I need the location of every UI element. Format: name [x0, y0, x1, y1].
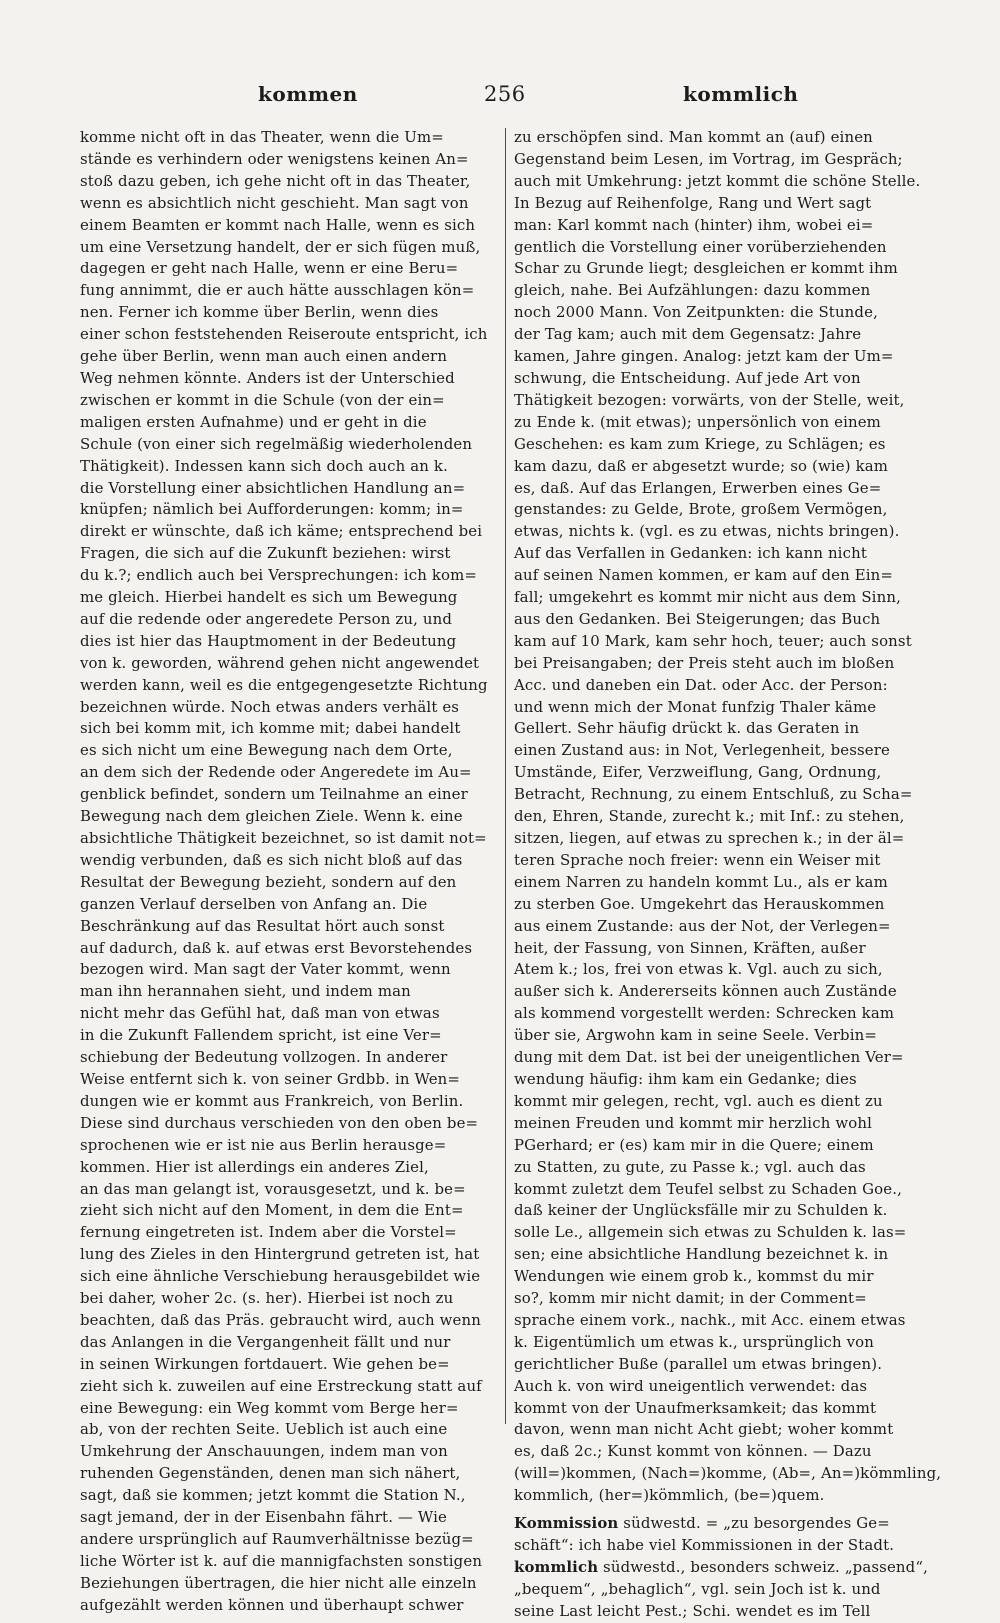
page-number: 256: [484, 82, 526, 106]
text-line: kommlich, (her=)kömmlich, (be=)quem.: [514, 1486, 825, 1505]
text-line: noch 2000 Mann. Von Zeitpunkten: die Stunde,: [514, 303, 878, 322]
text-line: dagegen er geht nach Halle, wenn er eine Beru=: [80, 259, 459, 278]
text-line: zu Ende k. (mit etwas); unpersönlich von einem: [514, 412, 881, 431]
right-column: [514, 127, 942, 1620]
text-line: bei daher, woher 2c. (s. her). Hierbei ist noch zu: [80, 1289, 454, 1308]
text-line: bei Preisangaben; der Preis steht auch im bloßen: [514, 653, 895, 672]
text-line: einen Zustand aus: in Not, Verlegenheit, bessere: [514, 741, 890, 760]
text-line: Beschränkung auf das Resultat hört auch sonst: [80, 916, 445, 935]
text-line: an das man gelangt ist, vorausgesetzt, und k. be=: [80, 1179, 466, 1198]
text-line: Gegenstand beim Lesen, im Vortrag, im Gespräch;: [514, 149, 903, 168]
text-line: aus einem Zustande: aus der Not, der Verlegen=: [514, 916, 891, 935]
entry-line: schäft“: ich habe viel Kommissionen in der Stadt.: [514, 1536, 895, 1554]
entry-line: seine Last leicht Pest.; Schi. wendet es im Tell: [514, 1601, 871, 1620]
text-line: über sie, Argwohn kam in seine Seele. Verbin=: [514, 1026, 877, 1045]
left-column: [80, 127, 497, 1614]
text-line: schwung, die Entscheidung. Auf jede Art von: [514, 368, 861, 387]
text-line: Weise entfernt sich k. von seiner Grdbb. in Wen=: [80, 1069, 461, 1088]
text-line: kommt zuletzt dem Teufel selbst zu Schaden Goe.,: [514, 1179, 902, 1198]
text-line: dung mit dem Dat. ist bei der uneigentlichen Ver=: [514, 1048, 904, 1067]
text-line: absichtliche Thätigkeit bezeichnet, so ist damit not=: [80, 829, 487, 847]
text-line: sprache einem vork., nachk., mit Acc. einem etwas: [514, 1310, 906, 1329]
page-header: [0, 82, 1000, 116]
text-line: Bewegung nach dem gleichen Ziele. Wenn k. eine: [80, 807, 463, 826]
right-column-text: [514, 127, 942, 1507]
text-line: maligen ersten Aufnahme) und er geht in die: [80, 412, 427, 431]
text-line: zu Statten, zu gute, zu Passe k.; vgl. auch das: [514, 1157, 866, 1176]
text-line: einem Beamten er kommt nach Halle, wenn es sich: [80, 215, 476, 234]
text-line: Fragen, die sich auf die Zukunft beziehen: wirst: [80, 544, 451, 563]
text-line: kommen. Hier ist allerdings ein anderes Ziel,: [80, 1157, 429, 1176]
text-line: PGerhard; er (es) kam mir in die Quere; einem: [514, 1135, 874, 1154]
text-line: teren Sprache noch freier: wenn ein Weiser mit: [514, 850, 881, 869]
column-divider: [505, 128, 506, 1424]
text-line: Acc. und daneben ein Dat. oder Acc. der Person:: [514, 675, 888, 694]
text-line: wendig verbunden, daß es sich nicht bloß auf das: [80, 850, 463, 869]
text-line: von k. geworden, während gehen nicht angewendet: [80, 653, 480, 672]
text-line: fung annimmt, die er auch hätte ausschlagen kön=: [80, 281, 475, 300]
text-line: sitzen, liegen, auf etwas zu sprechen k.; in der äl=: [514, 829, 905, 847]
text-line: Thätigkeit). Indessen kann sich doch auch an k.: [80, 456, 448, 475]
text-line: Umstände, Eifer, Verzweiflung, Gang, Ordnung,: [514, 763, 882, 782]
text-line: fernung eingetreten ist. Indem aber die Vorstel=: [80, 1223, 457, 1242]
text-line: Auch k. von wird uneigentlich verwendet: das: [514, 1376, 868, 1395]
text-line: genblick befindet, sondern um Teilnahme an einer: [80, 785, 468, 804]
text-line: du k.?; endlich auch bei Versprechungen: ich kom=: [80, 566, 478, 585]
text-line: stände es verhindern oder wenigstens keinen An=: [80, 149, 469, 168]
text-line: Gellert. Sehr häufig drückt k. das Geraten in: [514, 719, 860, 738]
text-line: werden kann, weil es die entgegengesetzte Richtung: [80, 675, 488, 694]
text-line: bezeichnen würde. Noch etwas anders verhält es: [80, 697, 460, 716]
text-line: die Vorstellung einer absichtlichen Handlung an=: [80, 478, 466, 497]
entry-headword: kommlich: [514, 1557, 599, 1576]
text-line: kam auf 10 Mark, kam sehr hoch, teuer; auch sonst: [514, 631, 912, 650]
text-line: lung des Zieles in den Hintergrund getreten ist, hat: [80, 1245, 480, 1264]
text-line: stoß dazu geben, ich gehe nicht oft in das Theater,: [80, 171, 471, 190]
text-line: genstandes: zu Gelde, Brote, großem Vermögen,: [514, 500, 888, 519]
text-line: ruhenden Gegenständen, denen man sich nähert,: [80, 1464, 461, 1483]
entry-kommission-line: [514, 1513, 935, 1535]
text-line: Atem k.; los, frei von etwas k. Vgl. auch zu sich,: [514, 960, 883, 979]
text-line: daß keiner der Unglücksfälle mir zu Schulden k.: [514, 1201, 888, 1220]
text-line: Schule (von einer sich regelmäßig wiederholenden: [80, 434, 473, 453]
entry-headword: Kommission: [514, 1514, 619, 1533]
text-line: Thätigkeit bezogen: vorwärts, von der Stelle, weit,: [514, 390, 905, 409]
text-line: den, Ehren, Stande, zurecht k.; mit Inf.: zu stehen,: [514, 807, 905, 826]
text-line: fall; umgekehrt es kommt mir nicht aus dem Sinn,: [514, 588, 901, 607]
text-line: auf seinen Namen kommen, er kam auf den Ein=: [514, 566, 894, 585]
text-line: Umkehrung der Anschauungen, indem man von: [80, 1442, 448, 1461]
text-line: und wenn mich der Monat funfzig Thaler käme: [514, 697, 877, 716]
text-line: man ihn herannahen sieht, und indem man: [80, 982, 411, 1001]
text-line: gehe über Berlin, wenn man auch einen andern: [80, 347, 448, 366]
text-line: Resultat der Bewegung bezieht, sondern auf den: [80, 872, 457, 891]
left-headword: kommen: [258, 82, 358, 106]
text-line: sagt, daß sie kommen; jetzt kommt die Station N.,: [80, 1486, 466, 1505]
text-line: zu sterben Goe. Umgekehrt das Herauskommen: [514, 894, 885, 913]
text-line: Schar zu Grunde liegt; desgleichen er kommt ihm: [514, 259, 898, 278]
text-line: Diese sind durchaus verschieden von den oben be=: [80, 1113, 479, 1132]
text-line: auf dadurch, daß k. auf etwas erst Bevorstehendes: [80, 938, 473, 957]
text-line: in die Zukunft Fallendem spricht, ist eine Ver=: [80, 1026, 442, 1045]
text-line: Beziehungen übertragen, die hier nicht alle einzeln: [80, 1573, 477, 1592]
text-line: gleich, nahe. Bei Aufzählungen: dazu kommen: [514, 281, 871, 300]
text-line: auch mit Umkehrung: jetzt kommt die schöne Stelle.: [514, 171, 921, 190]
text-line: andere ursprünglich auf Raumverhältnisse bezüg=: [80, 1530, 474, 1548]
text-line: es, daß 2c.; Kunst kommt von können. — Dazu: [514, 1442, 872, 1461]
text-line: Weg nehmen könnte. Anders ist der Unterschied: [80, 368, 455, 387]
text-line: heit, der Fassung, von Sinnen, Kräften, außer: [514, 938, 866, 957]
text-line: aufgezählt werden können und überhaupt schwer: [80, 1595, 464, 1614]
text-line: aus den Gedanken. Bei Steigerungen; das Buch: [514, 609, 881, 628]
text-line: eine Bewegung: ein Weg kommt vom Berge her=: [80, 1398, 459, 1417]
text-line: sprochenen wie er ist nie aus Berlin herausge=: [80, 1135, 447, 1154]
text-line: dies ist hier das Hauptmoment in der Bedeutung: [80, 631, 457, 650]
text-line: kam dazu, daß er abgesetzt wurde; so (wie) kam: [514, 456, 889, 475]
text-line: ab, von der rechten Seite. Ueblich ist auch eine: [80, 1420, 448, 1439]
text-line: man: Karl kommt nach (hinter) ihm, wobei ei=: [514, 215, 874, 234]
text-line: Wendungen wie einem grob k., kommst du mir: [514, 1267, 874, 1286]
text-line: der Tag kam; auch mit dem Gegensatz: Jahre: [514, 325, 862, 344]
text-line: gentlich die Vorstellung einer vorüberziehenden: [514, 237, 887, 256]
text-line: sen; eine absichtliche Handlung bezeichnet k. in: [514, 1245, 889, 1264]
text-line: dungen wie er kommt aus Frankreich, von Berlin.: [80, 1091, 464, 1110]
text-line: beachten, daß das Präs. gebraucht wird, auch wenn: [80, 1310, 481, 1329]
text-line: gerichtlicher Buße (parallel um etwas bringen).: [514, 1354, 883, 1373]
text-line: sich bei komm mit, ich komme mit; dabei handelt: [80, 719, 461, 738]
text-line: meinen Freuden und kommt mir herzlich wohl: [514, 1113, 872, 1132]
entry-text: südwestd. = „zu besorgendes Ge=: [618, 1514, 890, 1533]
text-line: Geschehen: es kam zum Kriege, zu Schlägen; es: [514, 434, 886, 453]
text-line: sagt jemand, der in der Eisenbahn fährt. — Wie: [80, 1508, 447, 1527]
text-line: schiebung der Bedeutung vollzogen. In anderer: [80, 1048, 448, 1067]
text-line: solle Le., allgemein sich etwas zu Schulden k. las=: [514, 1223, 907, 1242]
text-line: me gleich. Hierbei handelt es sich um Bewegung: [80, 588, 458, 607]
text-line: kommt von der Unaufmerksamkeit; das kommt: [514, 1398, 877, 1417]
text-line: etwas, nichts k. (vgl. es zu etwas, nichts bringen).: [514, 522, 900, 541]
text-line: kommt mir gelegen, recht, vgl. auch es dient zu: [514, 1091, 883, 1110]
text-line: um eine Versetzung handelt, der er sich fügen muß,: [80, 237, 481, 256]
text-line: so?, komm mir nicht damit; in der Comment=: [514, 1289, 867, 1308]
text-line: einem Narren zu handeln kommt Lu., als er kam: [514, 872, 888, 891]
text-line: zwischen er kommt in die Schule (von der ein=: [80, 390, 445, 409]
text-line: das Anlangen in die Vergangenheit fällt und nur: [80, 1332, 451, 1351]
text-line: liche Wörter ist k. auf die mannigfachsten sonstigen: [80, 1551, 483, 1570]
text-line: es, daß. Auf das Erlangen, Erwerben eines Ge=: [514, 478, 882, 497]
entry-text: südwestd., besonders schweiz. „passend“,: [598, 1557, 929, 1576]
entry-line: „bequem“, „behaglich“, vgl. sein Joch ist k. und: [514, 1579, 881, 1598]
text-line: kamen, Jahre gingen. Analog: jetzt kam der Um=: [514, 347, 894, 366]
text-line: Auf das Verfallen in Gedanken: ich kann nicht: [514, 544, 867, 563]
text-line: zieht sich k. zuweilen auf eine Erstreckung statt auf: [80, 1376, 482, 1395]
text-line: nicht mehr das Gefühl hat, daß man von etwas: [80, 1004, 440, 1023]
text-line: k. Eigentümlich um etwas k., ursprünglich von: [514, 1332, 875, 1351]
entry-kommlich-line: [514, 1557, 935, 1579]
text-line: wendung häufig: ihm kam ein Gedanke; dies: [514, 1069, 857, 1088]
text-line: davon, wenn man nicht Acht giebt; woher kommt: [514, 1420, 894, 1439]
text-line: auf die redende oder angeredete Person zu, und: [80, 609, 452, 628]
text-line: es sich nicht um eine Bewegung nach dem Orte,: [80, 741, 453, 760]
text-line: als kommend vorgestellt werden: Schrecken kam: [514, 1004, 895, 1023]
text-line: zieht sich nicht auf den Moment, in dem die Ent=: [80, 1201, 464, 1220]
text-line: direkt er wünschte, daß ich käme; entsprechend bei: [80, 522, 483, 541]
text-line: Betracht, Rechnung, zu einem Entschluß, zu Scha=: [514, 785, 913, 804]
text-line: komme nicht oft in das Theater, wenn die Um=: [80, 128, 444, 146]
text-line: wenn es absichtlich nicht geschieht. Man sagt von: [80, 193, 469, 212]
text-line: bezogen wird. Man sagt der Vater kommt, wenn: [80, 960, 451, 979]
text-line: knüpfen; nämlich bei Aufforderungen: komm; in=: [80, 500, 464, 519]
text-line: zu erschöpfen sind. Man kommt an (auf) einen: [514, 128, 873, 146]
text-line: (will=)kommen, (Nach=)komme, (Ab=, An=)kömmling,: [514, 1464, 942, 1483]
text-line: ganzen Verlauf derselben von Anfang an. Die: [80, 894, 428, 913]
text-line: an dem sich der Redende oder Angeredete im Au=: [80, 763, 472, 782]
text-line: einer schon feststehenden Reiseroute entspricht, ich: [80, 325, 488, 344]
text-line: außer sich k. Andererseits können auch Zustände: [514, 982, 897, 1001]
text-line: nen. Ferner ich komme über Berlin, wenn dies: [80, 303, 439, 322]
text-line: In Bezug auf Reihenfolge, Rang und Wert sagt: [514, 193, 872, 212]
text-line: in seinen Wirkungen fortdauert. Wie gehen be=: [80, 1354, 450, 1373]
text-line: sich eine ähnliche Verschiebung herausgebildet wie: [80, 1267, 481, 1286]
right-headword: kommlich: [683, 82, 799, 106]
